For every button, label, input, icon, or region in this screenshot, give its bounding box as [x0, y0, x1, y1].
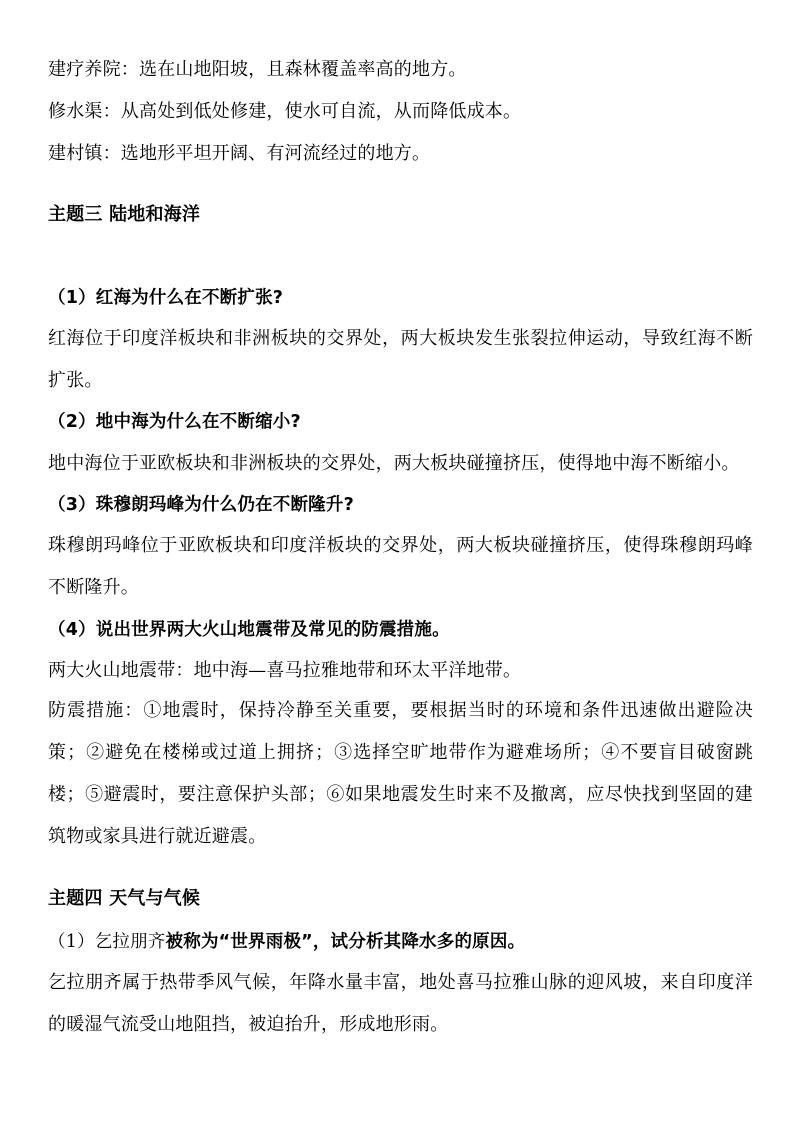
topic3-question-1: （1）红海为什么在不断扩张? [48, 288, 284, 308]
topic3-answer-4-measures: 防震措施：①地震时，保持冷静至关重要，要根据当时的环境和条件迅速做出避险决策；②避免在楼梯或过道上拥挤；③选择空旷地带作为避难场所；④不要盲目破窗跳楼；⑤避震时，要注意保护头部；⑥如果地震发生时来不及撤离，应尽快找到坚固的建筑物或家具进行就近避震。 [48, 700, 753, 847]
topic3-title: 主题三 陆地和海洋 [48, 204, 201, 225]
village-line: 建村镇：选地形平坦开阔、有河流经过的地方。 [48, 143, 431, 164]
topic4-answer-1: 乞拉朋齐属于热带季风气候，年降水量丰富，地处喜马拉雅山脉的迎风坡，来自印度洋的暖湿气流受山地阻挡，被迫抬升，形成地形雨。 [48, 972, 753, 1035]
sanatorium-line: 建疗养院：选在山地阳坡，且森林覆盖率高的地方。 [48, 59, 467, 80]
topic4-question-1 [48, 930, 753, 954]
topic4-question-1-rest: 被称为“世界雨极”，试分析其降水多的原因。 [165, 932, 526, 952]
topic3-answer-2: 地中海位于亚欧板块和非洲板块的交界处，两大板块碰撞挤压，使得地中海不断缩小。 [48, 453, 740, 474]
topic3-answer-4-belts: 两大火山地震带：地中海—喜马拉雅地带和环太平洋地带。 [48, 660, 522, 681]
topic4-title: 主题四 天气与气候 [48, 888, 201, 909]
canal-line: 修水渠：从高处到低处修建，使水可自流，从而降低成本。 [48, 101, 522, 122]
topic3-answer-3: 珠穆朗玛峰位于亚欧板块和印度洋板块的交界处，两大板块碰撞挤压，使得珠穆朗玛峰不断隆升。 [48, 535, 753, 598]
topic3-answer-1: 红海位于印度洋板块和非洲板块的交界处，两大板块发生张裂拉伸运动，导致红海不断扩张。 [48, 328, 753, 391]
topic4-question-1-prefix: （1）乞拉朋齐 [48, 932, 166, 952]
topic3-question-2: （2）地中海为什么在不断缩小? [48, 412, 301, 432]
topic3-question-3: （3）珠穆朗玛峰为什么仍在不断隆升? [48, 495, 354, 515]
topic3-question-4: （4）说出世界两大火山地震带及常见的防震措施。 [48, 620, 450, 640]
